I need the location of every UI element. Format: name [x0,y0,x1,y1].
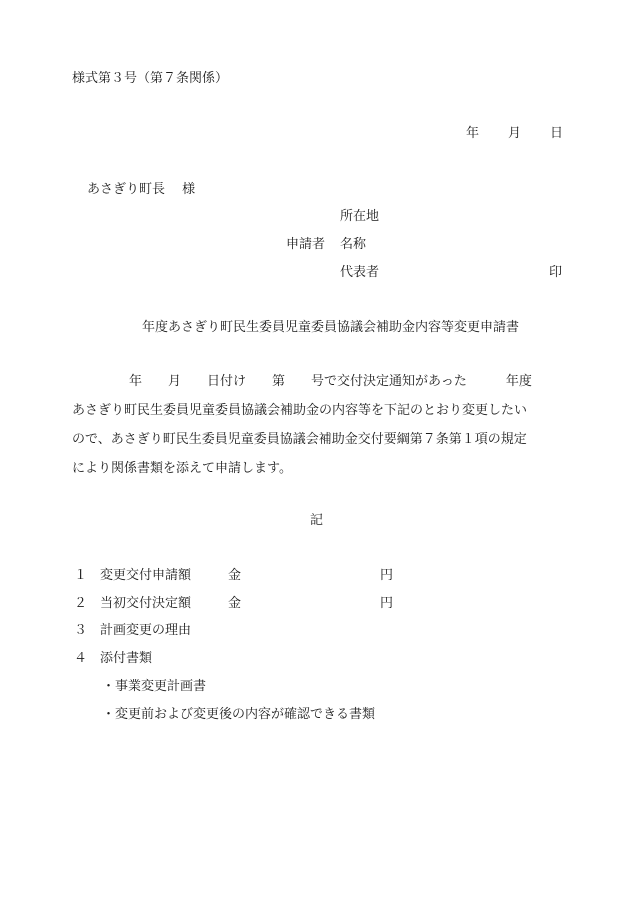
address-label: 所在地 [340,209,380,224]
item-kin: 金 [228,568,242,583]
date-month-label: 月 [508,126,522,141]
body-line: ので、あさぎり町民生委員児童委員協議会補助金交付要綱第７条第１項の規定 [72,432,527,447]
attachment-item: ・事業変更計画書 [102,679,207,694]
item-yen: 円 [380,596,394,611]
date-day-label: 日 [550,126,564,141]
document-title: 年度あさぎり町民生委員児童委員協議会補助金内容等変更申請書 [142,320,520,335]
name-label: 名称 [340,237,367,252]
date-year-label: 年 [466,126,480,141]
item-number: ３ [74,623,88,638]
addressee: あさぎり町長 様 [87,182,196,197]
item-label: 当初交付決定額 [100,596,192,611]
item-yen: 円 [380,568,394,583]
body-line: あさぎり町民生委員児童委員協議会補助金の内容等を下記のとおり変更したい [72,403,528,418]
representative-label: 代表者 [340,265,380,280]
item-kin: 金 [228,596,242,611]
ki-heading: 記 [310,513,324,528]
seal-mark: 印 [549,265,563,280]
item-number: ４ [74,651,88,666]
item-label: 変更交付申請額 [100,568,192,583]
body-paragraph [72,367,562,483]
item-label: 計画変更の理由 [100,623,192,638]
item-number: ２ [74,596,88,611]
form-number: 様式第３号（第７条関係） [72,71,229,86]
body-line: 年 月 日付け 第 号で交付決定通知があった 年度 [129,374,532,389]
item-label: 添付書類 [100,651,153,666]
item-number: １ [74,568,88,583]
attachment-item: ・変更前および変更後の内容が確認できる書類 [102,707,376,722]
body-line: により関係書類を添えて申請します。 [72,461,292,476]
applicant-role-label: 申請者 [286,237,326,252]
